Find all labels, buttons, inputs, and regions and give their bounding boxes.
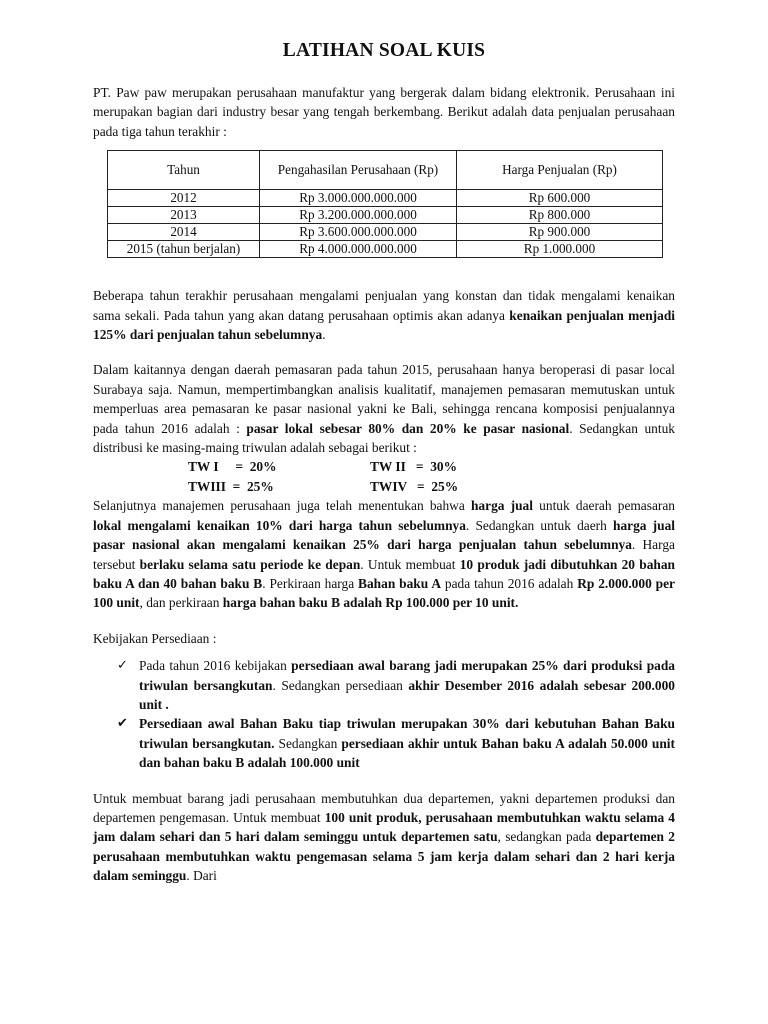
quarter-value: TW II = 30%: [370, 459, 457, 475]
table-header-row: [108, 151, 663, 190]
table-cell: 2014: [108, 224, 260, 241]
quarter-value: TW I = 20%: [188, 459, 277, 475]
table-row: [108, 224, 663, 241]
table-row: [108, 190, 663, 207]
quarterly-distribution: [188, 457, 675, 496]
intro-paragraph: PT. Paw paw merupakan perusahaan manufaktur yang bergerak dalam bidang elektronik. Perusahaan ini merupakan bagian dari industry besar yang tengah berkembang. Berikut adalah data penjualan perusahaan pada tiga tahun terakhir :: [93, 85, 675, 139]
table-cell: 2015 (tahun berjalan): [108, 241, 260, 258]
table-cell: Rp 600.000: [457, 190, 663, 207]
checkmark-icon: ✓: [117, 658, 128, 674]
quarter-value: TWIII = 25%: [188, 478, 274, 494]
table-cell: Rp 4.000.000.000.000: [260, 241, 457, 258]
policy-list: [93, 656, 675, 772]
paragraph-departments: Untuk membuat barang jadi perusahaan membutuhkan dua departemen, yakni departemen produksi dan departemen pengemasan. Untuk membuat 100 unit produk, perusahaan membutuhkan waktu selama 4 jam dalam sehari dan 5 hari dalam seminggu untuk departemen satu, sedangkan pada departemen 2 perusahaan membutuhkan waktu pengemasan selama 5 jam kerja dalam sehari dan 2 hari kerja dalam seminggu. Dari: [93, 790, 675, 884]
table-cell: Rp 3.200.000.000.000: [260, 207, 457, 224]
table-header-cell: Tahun: [108, 151, 260, 190]
document-page: [93, 40, 675, 886]
table-cell: Rp 1.000.000: [457, 241, 663, 258]
list-item: ✓ Pada tahun 2016 kebijakan persediaan awal barang jadi merupakan 25% dari produksi pada triwulan bersangkutan. Sedangkan persediaan akhir Desember 2016 adalah sebesar 200.000 unit .: [117, 658, 675, 712]
table-cell: Rp 800.000: [457, 207, 663, 224]
inventory-policy-label: Kebijakan Persediaan :: [93, 630, 217, 646]
paragraph-pricing: Selanjutnya manajemen perusahaan juga telah menentukan bahwa harga jual untuk daerah pemasaran lokal mengalami kenaikan 10% dari harga tahun sebelumnya. Sedangkan untuk daerh harga jual pasar nasional akan mengalami kenaikan 25% dari harga penjualan tahun sebelumnya. Harga tersebut berlaku selama satu periode ke depan. Untuk membuat 10 produk jadi dibutuhkan 20 bahan baku A dan 40 bahan baku B. Perkiraan harga Bahan baku A pada tahun 2016 adalah Rp 2.000.000 per 100 unit, dan perkiraan harga bahan baku B adalah Rp 100.000 per 10 unit.: [93, 498, 675, 611]
table-cell: Rp 3.600.000.000.000: [260, 224, 457, 241]
table-cell: Rp 900.000: [457, 224, 663, 241]
quarter-value: TWIV = 25%: [370, 478, 459, 494]
paragraph-marketing-area: Dalam kaitannya dengan daerah pemasaran pada tahun 2015, perusahaan hanya beroperasi di pasar local Surabaya saja. Namun, mempertimbangkan analisis kualitatif, manajemen pemasaran memutuskan untuk memperluas area pemasaran ke pasar nasional yakni ke Bali, sehingga rencana komposisi penjualannya pada tahun 2016 adalah : pasar lokal sebesar 80% dan 20% ke pasar nasional. Sedangkan untuk distribusi ke masing-maing triwulan adalah sebagai berikut :: [93, 362, 675, 456]
list-item: ✔ Persediaan awal Bahan Baku tiap triwulan merupakan 30% dari kebutuhan Bahan Baku triwulan bersangkutan. Sedangkan persediaan akhir untuk Bahan baku A adalah 50.000 unit dan bahan baku B adalah 100.000 unit: [117, 716, 675, 771]
table-cell: 2012: [108, 190, 260, 207]
table-row: [108, 207, 663, 224]
table-row: [108, 241, 663, 258]
checkmark-icon: ✔: [117, 716, 128, 732]
table-cell: 2013: [108, 207, 260, 224]
page-title: LATIHAN SOAL KUIS: [282, 40, 486, 61]
table-cell: Rp 3.000.000.000.000: [260, 190, 457, 207]
table-header-cell: Harga Penjualan (Rp): [457, 151, 663, 190]
paragraph-sales-trend: Beberapa tahun terakhir perusahaan mengalami penjualan yang konstan dan tidak mengalami kenaikan sama sekali. Pada tahun yang akan datang perusahaan optimis akan adanya kenaikan penjualan menjadi 125% dari penjualan tahun sebelumnya.: [93, 288, 676, 343]
table-header-cell: Pengahasilan Perusahaan (Rp): [260, 151, 457, 190]
sales-table: [107, 150, 663, 258]
